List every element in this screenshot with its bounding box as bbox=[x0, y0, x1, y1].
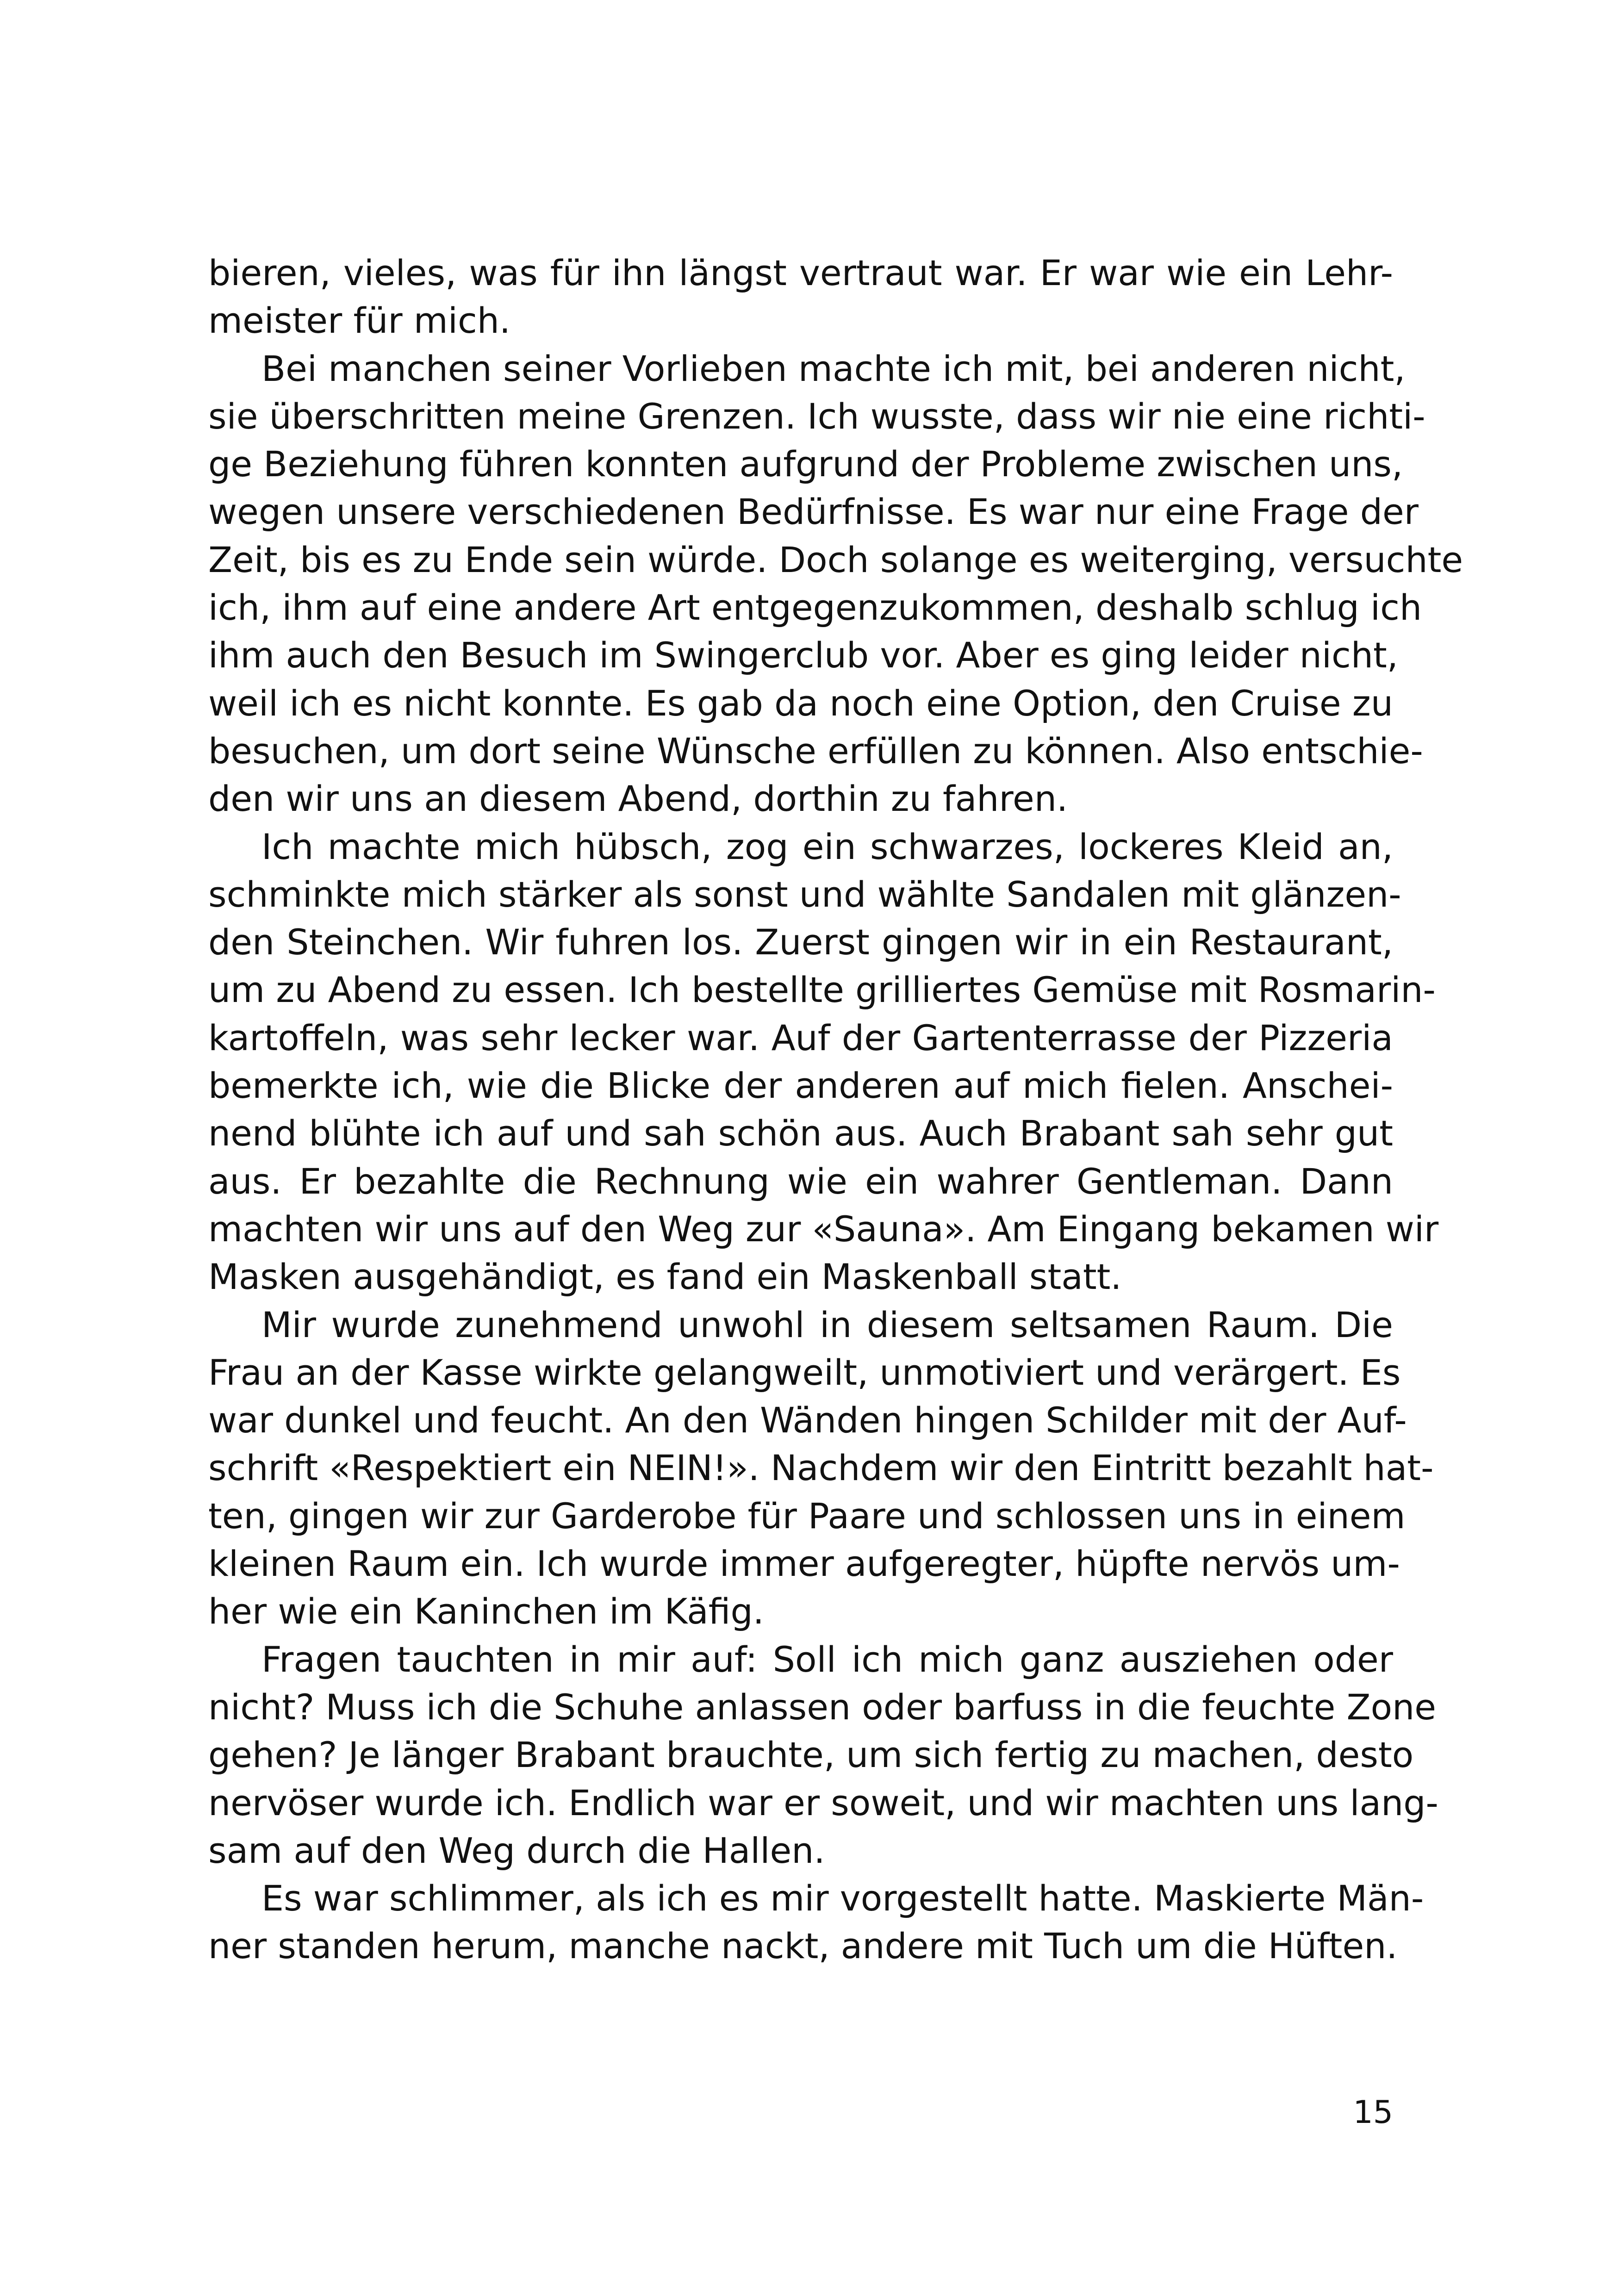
text-line: sie überschritten meine Grenzen. Ich wusste, dass wir nie eine richti- bbox=[208, 395, 1425, 437]
text-line: nend blühte ich auf und sah schön aus. Auch Brabant sah sehr gut bbox=[208, 1113, 1393, 1154]
text-line: machten wir uns auf den Weg zur «Sauna». Am Eingang bekamen wir bbox=[208, 1208, 1439, 1250]
text-line: Zeit, bis es zu Ende sein würde. Doch solange es weiterging, versuchte bbox=[208, 539, 1463, 580]
body-text bbox=[208, 249, 1463, 1970]
text-line: gehen? Je länger Brabant brauchte, um sich fertig zu machen, desto bbox=[208, 1734, 1414, 1776]
text-line: den wir uns an diesem Abend, dorthin zu fahren. bbox=[208, 778, 1068, 820]
text-line: bieren, vieles, was für ihn längst vertraut war. Er war wie ein Lehr- bbox=[208, 252, 1393, 293]
text-line: um zu Abend zu essen. Ich bestellte grilliertes Gemüse mit Rosmarin- bbox=[208, 969, 1436, 1011]
text-line: her wie ein Kaninchen im Käfig. bbox=[208, 1591, 764, 1632]
text-line: Frau an der Kasse wirkte gelangweilt, unmotiviert und verärgert. Es bbox=[208, 1351, 1401, 1393]
text-line: ihm auch den Besuch im Swingerclub vor. Aber es ging leider nicht, bbox=[208, 635, 1398, 676]
text-line: Masken ausgehändigt, es fand ein Maskenball statt. bbox=[208, 1256, 1122, 1298]
text-line: Bei manchen seiner Vorlieben machte ich mit, bei anderen nicht, bbox=[261, 348, 1406, 389]
text-line: nicht? Muss ich die Schuhe anlassen oder barfuss in die feuchte Zone bbox=[208, 1686, 1437, 1728]
text-line: den Steinchen. Wir fuhren los. Zuerst gingen wir in ein Restaurant, bbox=[208, 921, 1393, 963]
text-line: aus. Er bezahlte die Rechnung wie ein wahrer Gentleman. Dann bbox=[208, 1160, 1393, 1202]
text-line: kartoffeln, was sehr lecker war. Auf der Gartenterrasse der Pizzeria bbox=[208, 1017, 1393, 1058]
text-line: kleinen Raum ein. Ich wurde immer aufgeregter, hüpfte nervös um- bbox=[208, 1543, 1400, 1585]
text-line: weil ich es nicht konnte. Es gab da noch eine Option, den Cruise zu bbox=[208, 682, 1393, 724]
text-line: besuchen, um dort seine Wünsche erfüllen zu können. Also entschie- bbox=[208, 730, 1423, 772]
text-line: Ich machte mich hübsch, zog ein schwarzes, lockeres Kleid an, bbox=[261, 826, 1393, 867]
text-line: nervöser wurde ich. Endlich war er soweit, und wir machten uns lang- bbox=[208, 1782, 1438, 1823]
text-line: ner standen herum, manche nackt, andere mit Tuch um die Hüften. bbox=[208, 1925, 1398, 1967]
text-line: sam auf den Weg durch die Hallen. bbox=[208, 1829, 825, 1871]
text-line: bemerkte ich, wie die Blicke der anderen auf mich fielen. Anschei- bbox=[208, 1065, 1393, 1107]
text-line: ich, ihm auf eine andere Art entgegenzukommen, deshalb schlug ich bbox=[208, 587, 1422, 628]
text-line: ge Beziehung führen konnten aufgrund der Probleme zwischen uns, bbox=[208, 443, 1403, 485]
text-line: Fragen tauchten in mir auf: Soll ich mich ganz ausziehen oder bbox=[261, 1638, 1393, 1680]
page-number: 15 bbox=[1353, 2094, 1393, 2131]
text-line: ten, gingen wir zur Garderobe für Paare und schlossen uns in einem bbox=[208, 1495, 1406, 1537]
text-line: Mir wurde zunehmend unwohl in diesem seltsamen Raum. Die bbox=[261, 1304, 1393, 1345]
text-line: schrift «Respektiert ein NEIN!». Nachdem wir den Eintritt bezahlt hat- bbox=[208, 1447, 1434, 1489]
text-line: wegen unsere verschiedenen Bedürfnisse. Es war nur eine Frage der bbox=[208, 491, 1419, 533]
text-line: meister für mich. bbox=[208, 300, 511, 342]
text-line: Es war schlimmer, als ich es mir vorgestellt hatte. Maskierte Män- bbox=[261, 1878, 1424, 1919]
text-line: war dunkel und feucht. An den Wänden hingen Schilder mit der Auf- bbox=[208, 1400, 1407, 1441]
text-line: schminkte mich stärker als sonst und wählte Sandalen mit glänzen- bbox=[208, 873, 1401, 915]
